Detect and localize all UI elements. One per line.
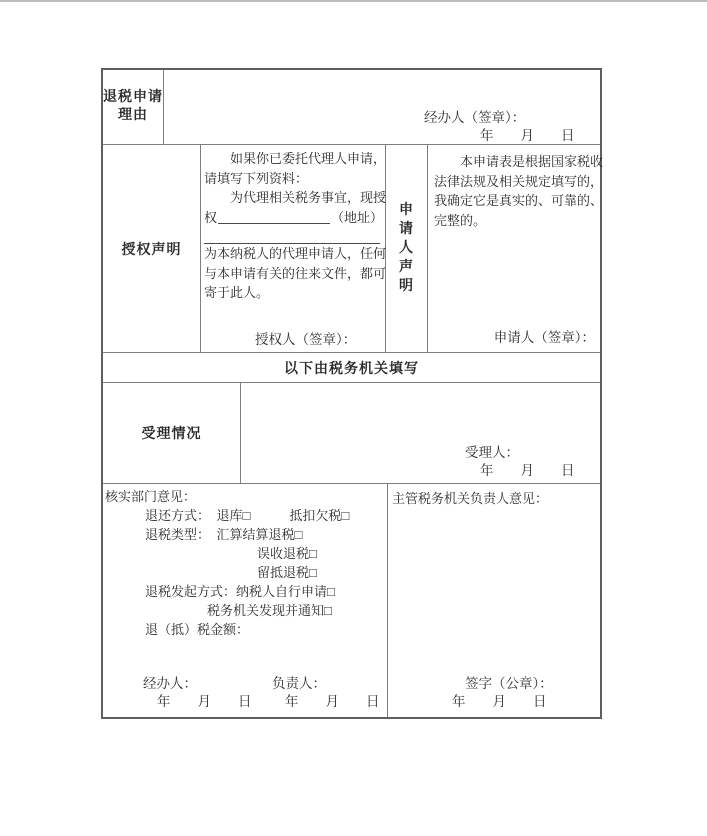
auth-line-6: 为本纳税人的代理申请人，任何 xyxy=(204,246,387,261)
chief-opinion-cell xyxy=(388,484,600,717)
refund-type-checkbox-1[interactable]: 退税类型： 汇算结算退税□ xyxy=(145,527,303,542)
auth-line-2: 请填写下列资料： xyxy=(204,170,309,186)
decl-line-2: 法律法规及相关规定填写的， xyxy=(434,173,604,189)
acceptor-label: 受理人： xyxy=(465,445,519,460)
auth-line-1: 如果你已委托代理人申请， xyxy=(204,151,387,166)
auth-line-5 xyxy=(204,227,383,244)
authorization-text-cell xyxy=(201,145,386,352)
row-acceptance xyxy=(103,383,600,484)
handler-date: 年 月 日 xyxy=(157,694,252,709)
acceptance-input-cell[interactable] xyxy=(241,383,600,483)
auth-line4-prefix: 权 xyxy=(204,209,218,225)
refund-method-checkboxes[interactable]: 退还方式： 退库□ 抵扣欠税□ xyxy=(145,508,350,523)
page-top-edge xyxy=(0,0,707,2)
decl-line-3: 我确定它是真实的、可靠的、 xyxy=(434,193,604,208)
auth-line-7: 与本申请有关的往来文件，都可 xyxy=(204,265,387,281)
refund-reason-label-line1: 退税申请 xyxy=(103,90,163,105)
chief-opinion-title: 主管税务机关负责人意见： xyxy=(392,491,549,506)
applicant-declaration-header-cell xyxy=(386,145,428,352)
auth-line-4 xyxy=(204,208,383,228)
refund-amount-label: 退（抵）税金额： xyxy=(145,622,250,637)
acceptor-date: 年 月 日 xyxy=(480,463,575,478)
initiation-checkbox-2[interactable]: 税务机关发现并通知□ xyxy=(207,603,332,618)
acceptance-header-cell xyxy=(103,383,241,483)
refund-reason-header-cell xyxy=(103,70,164,144)
auth-line4-suffix: （地址） xyxy=(330,209,383,225)
auth-line-3: 为代理相关税务事宜，现授 xyxy=(204,190,387,205)
row-opinions xyxy=(103,484,600,717)
applicant-declaration-cell xyxy=(428,145,604,352)
row-refund-reason xyxy=(103,70,600,145)
chief-signature-date: 年 月 日 xyxy=(452,694,547,709)
authorization-header-cell xyxy=(103,145,201,352)
initiation-checkbox-1[interactable]: 退税发起方式：纳税人自行申请□ xyxy=(145,584,335,599)
handler-label: 经办人： xyxy=(143,676,197,691)
applicant-signature-label: 申请人（签章）： xyxy=(493,330,595,345)
refund-type-checkbox-2[interactable]: 误收退税□ xyxy=(257,546,317,561)
tax-authority-band-label: 以下由税务机关填写 xyxy=(284,361,419,377)
decl-line-4: 完整的。 xyxy=(434,212,487,228)
supervisor-date: 年 月 日 xyxy=(285,694,380,709)
agent-signature-label: 经办人（签章）： xyxy=(424,110,526,125)
row-authorization xyxy=(103,145,604,353)
refund-reason-input-cell[interactable] xyxy=(164,70,600,144)
authorization-label: 授权声明 xyxy=(121,242,182,258)
agent-name-blank-line[interactable] xyxy=(218,208,330,225)
verification-title: 核实部门意见： xyxy=(105,489,197,504)
applicant-declaration-label: 申请人声明 xyxy=(399,203,414,294)
authorizer-signature-label: 授权人（签章）： xyxy=(255,332,357,347)
chief-signature-label: 签字（公章）： xyxy=(465,676,553,691)
acceptance-label: 受理情况 xyxy=(141,427,202,442)
refund-type-checkbox-3[interactable]: 留抵退税□ xyxy=(257,565,317,580)
refund-reason-label-line2: 理由 xyxy=(118,108,148,123)
tax-authority-section-band xyxy=(103,353,600,383)
auth-line-8: 寄于此人。 xyxy=(204,285,270,300)
agent-address-blank-line[interactable] xyxy=(204,227,380,244)
agent-signature-date: 年 月 日 xyxy=(480,128,575,143)
supervisor-label: 负责人： xyxy=(272,676,326,691)
decl-line-1: 本申请表是根据国家税收 xyxy=(434,154,604,169)
verification-opinion-cell xyxy=(103,484,388,717)
tax-refund-form-table xyxy=(101,68,602,719)
